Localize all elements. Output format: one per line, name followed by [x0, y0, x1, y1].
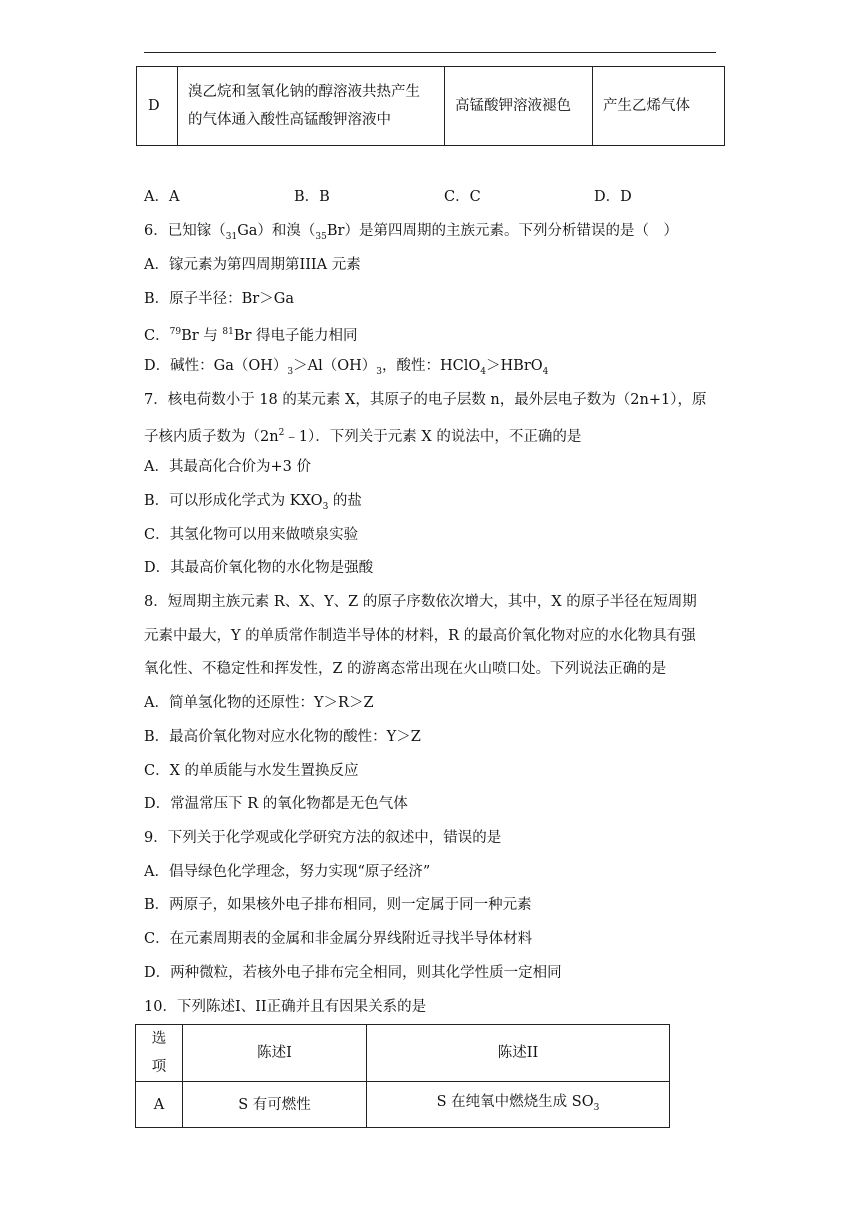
option-b: B．B [294, 189, 330, 205]
table-row [136, 1082, 670, 1128]
q8-option-a: A．简单氢化物的还原性：Y＞R＞Z [144, 695, 374, 711]
q8-stem-line-3: 氧化性、不稳定性和挥发性，Z 的游离态常出现在火山喷口处。下列说法正确的是 [144, 661, 667, 677]
option-a: A．A [144, 189, 180, 205]
q9-option-b: B．两原子，如果核外电子排布相同，则一定属于同一种元素 [144, 897, 532, 913]
row-label: D [137, 67, 178, 146]
q9-option-c: C．在元素周期表的金属和非金属分界线附近寻找半导体材料 [144, 931, 533, 947]
option-c: C．C [444, 189, 481, 205]
q8-stem-line-1: 8．短周期主族元素 R、X、Y、Z 的原子序数依次增大，其中，X 的原子半径在短周期 [144, 594, 697, 610]
conclusion-cell: 产生乙烯气体 [593, 67, 725, 146]
header-statement-2: 陈述II [367, 1025, 670, 1082]
q7-option-b: B．可以形成化学式为 $KXO_3$ 的盐 [144, 493, 362, 512]
q7-stem-line-1: 7．核电荷数小于 18 的某元素 X，其原子的电子层数 n，最外层电子数为（2n+1），原 [144, 392, 707, 408]
q6-option-d: D．碱性：$Ga(OH)_3>Al(OH)_3$，酸性：HClO$_4$＞HBrO$_4$ [144, 358, 549, 377]
q7-option-d: D．其最高价氧化物的水化物是强酸 [144, 560, 374, 576]
header-statement-1: 陈述I [183, 1025, 367, 1082]
header-option: 选项 [136, 1025, 183, 1082]
row-a-label: A [136, 1082, 183, 1128]
q6-option-c: C．$^{79}$Br 与 $^{81}$Br 得电子能力相同 [144, 327, 358, 344]
q6-option-a: A．镓元素为第四周期第IIIA 元素 [144, 257, 361, 273]
phenomenon-cell: 高锰酸钾溶液褪色 [445, 67, 593, 146]
q10-table [135, 1024, 670, 1128]
answer-table-row-d [136, 66, 725, 146]
option-d: D．D [594, 189, 632, 205]
operation-cell [178, 67, 445, 146]
row-a-statement-1: S 有可燃性 [183, 1082, 367, 1128]
row-a-statement-2: S 在纯氧中燃烧生成 $SO_3$ [367, 1082, 670, 1128]
header-rule [144, 52, 716, 53]
q8-option-c: C．X 的单质能与水发生置换反应 [144, 763, 359, 779]
table-row [136, 1025, 670, 1082]
q8-stem-line-2: 元素中最大，Y 的单质常作制造半导体的材料，R 的最高价氧化物对应的水化物具有强 [144, 628, 696, 644]
q9-option-a: A．倡导绿色化学理念，努力实现“原子经济” [144, 864, 431, 880]
q9-stem: 9．下列关于化学观或化学研究方法的叙述中，错误的是 [144, 830, 502, 846]
q6-option-b: B．原子半径：Br＞Ga [144, 291, 294, 307]
q10-stem: 10．下列陈述I、II正确并且有因果关系的是 [144, 999, 427, 1015]
q8-option-d: D．常温常压下 R 的氧化物都是无色气体 [144, 796, 408, 812]
q7-option-a: A．其最高化合价为+3 价 [144, 459, 311, 475]
table-row [137, 67, 725, 146]
operation-line-1: 溴乙烷和氢氧化钠的醇溶液共热产生 [188, 84, 420, 100]
operation-line-2: 的气体通入酸性高锰酸钾溶液中 [188, 112, 391, 128]
q7-option-c: C．其氢化物可以用来做喷泉实验 [144, 527, 359, 543]
q9-option-d: D．两种微粒，若核外电子排布完全相同，则其化学性质一定相同 [144, 965, 562, 981]
q7-stem-line-2: 子核内质子数为$(2n^2﹣1)$．下列关于元素 X 的说法中，不正确的是 [144, 428, 582, 445]
q8-option-b: B．最高价氧化物对应水化物的酸性：Y＞Z [144, 729, 421, 745]
q6-stem: 6．已知镓$(_{31}Ga)$和溴$(_{35}Br)$是第四周期的主族元素。下列分析错误的是（ ） [144, 223, 678, 242]
